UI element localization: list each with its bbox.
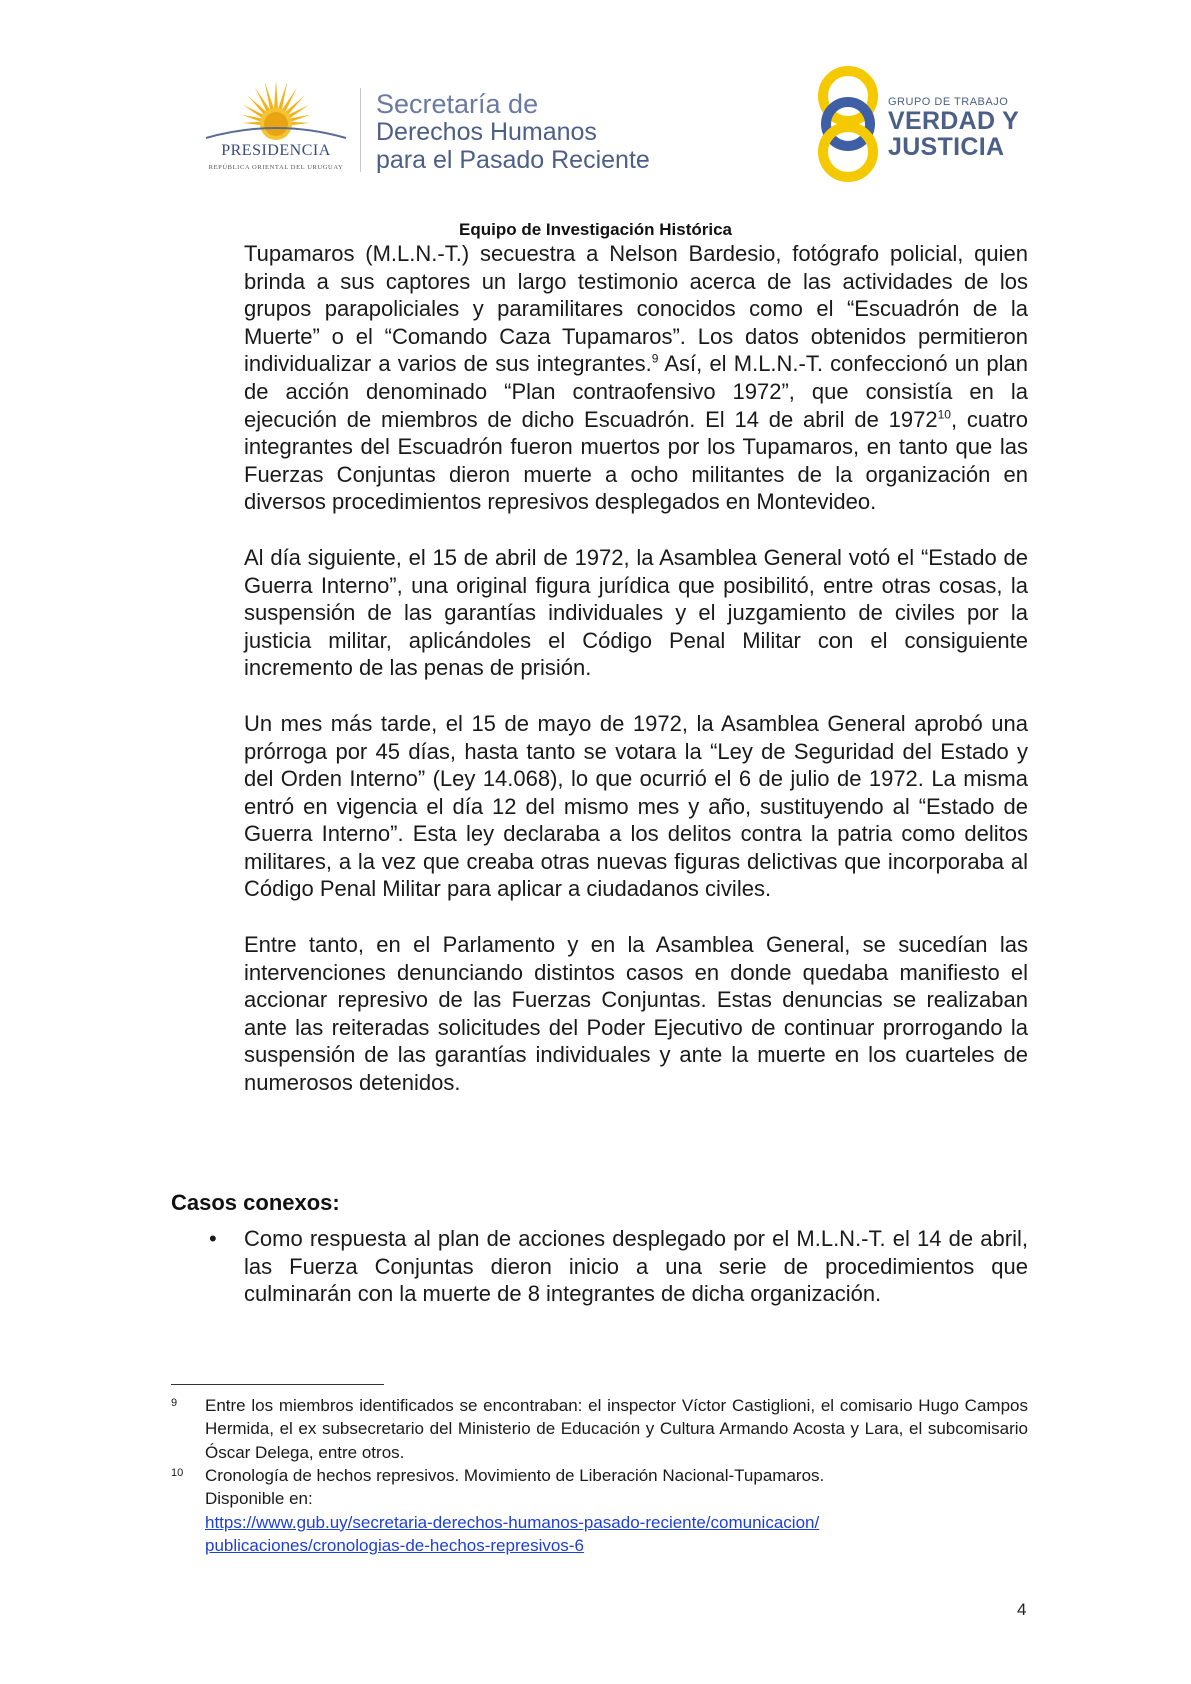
list-item	[171, 1225, 1028, 1308]
footnote-9	[171, 1394, 1028, 1464]
footnote-9-number: 9	[171, 1397, 178, 1409]
sun-emblem-icon	[196, 78, 356, 144]
secretaria-title	[376, 90, 650, 174]
casos-conexos-heading: Casos conexos:	[171, 1190, 340, 1215]
paragraph-3: Un mes más tarde, el 15 de mayo de 1972, la Asamblea General aprobó una prórroga por 45 días, hasta tanto se votara la “Ley de Seguridad del Estado y del Orden Interno” (Ley 14.068), lo que ocurrió el 6 de julio de 1972. La misma entró en vigencia el día 12 del mismo mes y año, sustituyendo al “Estado de Guerra Interno”. Esta ley declaraba a los delitos contra la patria como delitos militares, a la vez que creaba otras nuevas figuras delictivas que incorporaba al Código Penal Militar para aplicar a ciudadanos civiles.	[244, 710, 1028, 902]
grupo-line-3: JUSTICIA	[888, 133, 1005, 161]
page-number: 4	[1017, 1600, 1027, 1619]
paragraph-1-part-b: Así, el M.L.N.-T. confeccionó un plan de acción denominado “Plan contraofensivo 1972”, que consistía en la ejecución de miembros de dicho Escuadrón. El 14 de abril de 1972	[244, 351, 1029, 432]
paragraph-4: Entre tanto, en el Parlamento y en la Asamblea General, se sucedían las intervenciones denunciando distintos casos en donde quedaba manifiesto el accionar represivo de las Fuerzas Conjuntas. Estas denuncias se realizaban ante las reiteradas solicitudes del Poder Ejecutivo de continuar prorrogando la suspensión de las garantías individuales y ante la muerte en los cuarteles de numerosos detenidos.	[244, 932, 1028, 1096]
footnote-ref-10[interactable]: 10	[937, 407, 951, 422]
secretaria-line-3: para el Pasado Reciente	[376, 146, 650, 174]
bullet-icon: •	[209, 1226, 217, 1251]
secretaria-line-2: Derechos Humanos	[376, 118, 597, 146]
footnote-10-link-part-2[interactable]: publicaciones/cronologias-de-hechos-represivos-6	[205, 1536, 584, 1556]
paragraph-2: Al día siguiente, el 15 de abril de 1972, la Asamblea General votó el “Estado de Guerra Interno”, una original figura jurídica que posibilitó, entre otras cosas, la suspensión de las garantías individuales y el juzgamiento de civiles por la justicia militar, aplicándoles el Código Penal Militar con el consiguiente incremento de las penas de prisión.	[244, 544, 1028, 681]
footnote-10-number: 10	[171, 1467, 184, 1479]
paragraph-1	[244, 240, 1028, 516]
footnote-ref-9[interactable]: 9	[651, 352, 659, 367]
footnote-10-body	[205, 1464, 1028, 1558]
paragraph-1-part-c: , cuatro integrantes del Escuadrón fueron muertos por los Tupamaros, en tanto que las Fuerzas Conjuntas dieron muerte a ocho militantes de la organización en diversos procedimientos represivos desplegados en Montevideo.	[244, 406, 1028, 515]
grupo-line-1: GRUPO DE TRABAJO	[888, 96, 1009, 108]
paragraph-1-part-a: Tupamaros (M.L.N.-T.) secuestra a Nelson Bardesio, fotógrafo policial, quien brinda a sus captores un largo testimonio acerca de las actividades de los grupos parapoliciales y paramilitares conocidos como el “Escuadrón de la Muerte” o el “Comando Caza Tupamaros”. Los datos obtenidos permitieron individualizar a varios de sus integrantes.	[244, 241, 1028, 377]
list-item-text: Como respuesta al plan de acciones desplegado por el M.L.N.-T. el 14 de abril, las Fuerza Conjuntas dieron inicio a una serie de procedimientos que culminarán con la muerte de 8 integrantes de dicha organización.	[244, 1226, 1028, 1307]
presidencia-word: PRESIDENCIA	[221, 142, 331, 159]
footnote-9-text: Entre los miembros identificados se encontraban: el inspector Víctor Castiglioni, el comisario Hugo Campos Hermida, el ex subsecretario del Ministerio de Educación y Cultura Armando Acosta y Lara, el subcomisario Óscar Delega, entre otros.	[205, 1396, 1028, 1462]
header-divider	[360, 88, 361, 172]
grupo-trabajo-text	[888, 96, 1019, 160]
team-heading: Equipo de Investigación Histórica	[459, 220, 732, 239]
footnote-divider	[171, 1384, 384, 1385]
secretaria-line-1: Secretaría de	[376, 89, 539, 119]
footnote-10-available: Disponible en:	[205, 1489, 313, 1509]
grupo-line-2: VERDAD Y	[888, 107, 1020, 135]
footnote-10-text: Cronología de hechos represivos. Movimiento de Liberación Nacional-Tupamaros.	[205, 1466, 825, 1485]
presidencia-subtitle: REPÚBLICA ORIENTAL DEL URUGUAY	[208, 164, 344, 171]
presidencia-logo	[196, 78, 356, 184]
document-body	[244, 240, 1028, 1125]
footnote-10-link-part-1[interactable]: https://www.gub.uy/secretaria-derechos-humanos-pasado-reciente/comunicacion/	[205, 1512, 820, 1532]
footnote-10	[171, 1464, 1028, 1558]
